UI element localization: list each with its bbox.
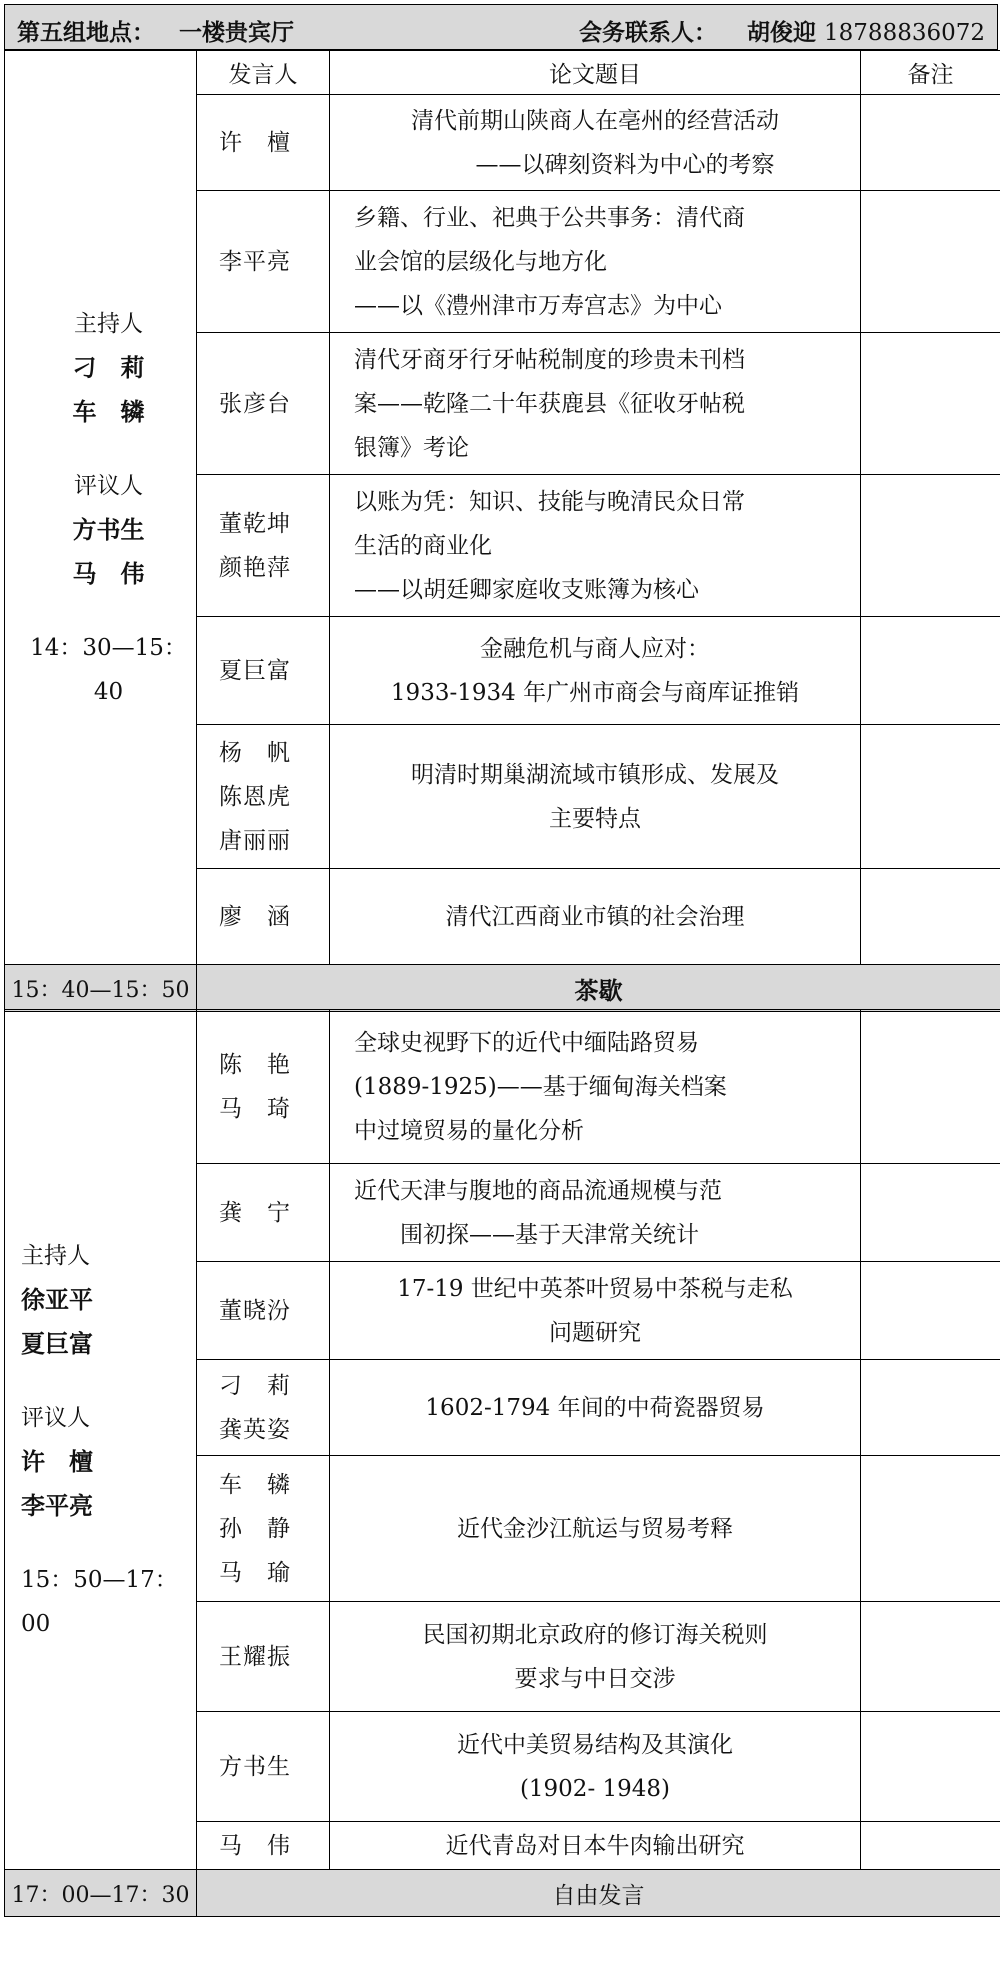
session-time: 14：30—15：40 <box>30 634 187 705</box>
reviewer-label: 评议人 <box>74 472 143 499</box>
reviewer-label: 评议人 <box>21 1404 90 1431</box>
column-header-speaker: 发言人 <box>197 51 330 95</box>
paper-title-line: 金融危机与商人应对： <box>480 635 710 662</box>
speaker-name: 方书生 <box>219 1753 291 1780</box>
speaker-name: 董晓汾 <box>219 1297 291 1324</box>
paper-title-line: 全球史视野下的近代中缅陆路贸易 <box>354 1029 699 1056</box>
paper-title-line: 清代前期山陕商人在亳州的经营活动 <box>411 107 779 134</box>
paper-title-line: 近代天津与腹地的商品流通规模与范 <box>354 1177 722 1204</box>
paper-title-line: 主要特点 <box>549 805 641 832</box>
reviewer-name: 马 伟 <box>72 559 145 588</box>
reviewer-name: 许 檀 <box>21 1447 93 1476</box>
contact-phone: 18788836072 <box>824 20 985 46</box>
speaker-name: 董乾坤 <box>219 510 291 537</box>
paper-title-line: 中过境贸易的量化分析 <box>354 1117 584 1144</box>
paper-title-line: 1602-1794 年间的中荷瓷器贸易 <box>425 1394 765 1421</box>
session-1-table <box>4 50 1000 1012</box>
paper-title-line: 生活的商业化 <box>354 532 492 559</box>
note-cell <box>861 617 1000 725</box>
paper-title-line: 围初探——基于天津常关统计 <box>400 1221 699 1248</box>
host-name: 夏巨富 <box>21 1329 93 1358</box>
note-cell <box>861 869 1000 965</box>
column-header-note: 备注 <box>861 51 1000 95</box>
paper-title-line: ——以《澧州津市万寿宫志》为中心 <box>354 292 722 319</box>
note-cell <box>861 1602 1000 1712</box>
paper-title-line: 近代金沙江航运与贸易考释 <box>457 1515 733 1542</box>
speaker-name: 颜艳萍 <box>219 554 291 581</box>
paper-title-line: 要求与中日交涉 <box>514 1665 676 1692</box>
speaker-name: 龚英姿 <box>219 1416 291 1443</box>
location-label: 第五组地点： <box>17 20 155 46</box>
paper-title-line: 银簿》考论 <box>354 434 469 461</box>
paper-title-line: 以账为凭：知识、技能与晚清民众日常 <box>354 488 745 515</box>
note-cell <box>861 1456 1000 1602</box>
reviewer-name: 李平亮 <box>21 1491 93 1520</box>
speaker-name: 张彦台 <box>219 390 291 417</box>
free-label: 自由发言 <box>197 1870 1000 1917</box>
note-cell <box>861 95 1000 191</box>
note-cell <box>861 1712 1000 1822</box>
free-discussion-row <box>5 1870 1000 1917</box>
speaker-name: 廖 涵 <box>219 903 291 930</box>
paper-title-line: 业会馆的层级化与地方化 <box>354 248 607 275</box>
speaker-name: 车 辚 <box>219 1471 291 1498</box>
speaker-name: 许 檀 <box>219 129 291 156</box>
host-name: 刁 莉 <box>72 353 145 382</box>
speaker-name: 马 琦 <box>219 1095 291 1122</box>
paper-title-line: 清代牙商牙行牙帖税制度的珍贵未刊档 <box>354 346 745 373</box>
speaker-name: 龚 宁 <box>219 1199 291 1226</box>
speaker-name: 孙 静 <box>219 1515 291 1542</box>
note-cell <box>861 725 1000 869</box>
reviewer-name: 方书生 <box>72 515 145 544</box>
column-header-title: 论文题目 <box>330 51 861 95</box>
session-2 <box>4 1009 998 1917</box>
paper-title-line: 问题研究 <box>549 1319 641 1346</box>
note-cell <box>861 1164 1000 1262</box>
note-cell <box>861 1360 1000 1456</box>
paper-title-line: 清代江西商业市镇的社会治理 <box>445 903 745 930</box>
location-value: 一楼贵宾厅 <box>179 20 294 46</box>
note-cell <box>861 1010 1000 1164</box>
note-cell <box>861 1822 1000 1870</box>
host-name: 车 辚 <box>72 397 145 426</box>
paper-title-line: 1933-1934 年广州市商会与商库证推销 <box>390 679 800 706</box>
paper-title-line: ——以碑刻资料为中心的考察 <box>475 151 775 178</box>
paper-title-line: 近代青岛对日本牛肉输出研究 <box>445 1832 745 1859</box>
contact-label: 会务联系人： <box>578 20 717 46</box>
paper-title-line: 案——乾隆二十年获鹿县《征收牙帖税 <box>354 390 745 417</box>
note-cell <box>861 475 1000 617</box>
note-cell <box>861 1262 1000 1360</box>
speaker-name: 陈 艳 <box>219 1051 291 1078</box>
speaker-name: 夏巨富 <box>219 657 291 684</box>
break-label: 茶歇 <box>197 965 1000 1012</box>
session-1 <box>4 50 998 1012</box>
speaker-name: 李平亮 <box>219 248 291 275</box>
host-label: 主持人 <box>74 310 143 337</box>
paper-title-line: 近代中美贸易结构及其演化 <box>457 1731 733 1758</box>
paper-title-line: 民国初期北京政府的修订海关税则 <box>422 1621 768 1648</box>
speaker-name: 陈恩虎 <box>219 783 291 810</box>
paper-title-line: 乡籍、行业、祀典于公共事务：清代商 <box>354 204 745 231</box>
break-row <box>5 965 1000 1012</box>
location <box>17 14 294 47</box>
break-time: 15：40—15：50 <box>5 965 197 1012</box>
speaker-name: 刁 莉 <box>219 1372 291 1399</box>
session-time: 15：50—17：00 <box>21 1566 178 1637</box>
host-label: 主持人 <box>21 1242 90 1269</box>
table-row <box>5 1010 1000 1164</box>
paper-title-line: 17-19 世纪中英茶叶贸易中茶税与走私 <box>397 1275 793 1302</box>
speaker-name: 王耀振 <box>219 1643 291 1670</box>
note-cell <box>861 191 1000 333</box>
note-cell <box>861 333 1000 475</box>
speaker-name: 杨 帆 <box>219 739 291 766</box>
paper-title-line: (1902- 1948) <box>519 1775 671 1802</box>
session-2-moderators <box>5 1010 197 1870</box>
speaker-name: 马 瑜 <box>219 1559 291 1586</box>
speaker-name: 唐丽丽 <box>219 827 291 854</box>
contact-name: 胡俊迎 <box>747 20 817 46</box>
host-name: 徐亚平 <box>21 1285 93 1314</box>
paper-title-line: 明清时期巢湖流域市镇形成、发展及 <box>411 761 779 788</box>
speaker-name: 马 伟 <box>219 1832 291 1859</box>
session-2-table <box>4 1009 1000 1917</box>
session-1-moderators <box>5 51 197 965</box>
contact <box>579 14 985 47</box>
paper-title-line: ——以胡廷卿家庭收支账簿为核心 <box>354 576 699 603</box>
group-header <box>4 4 998 50</box>
free-time: 17：00—17：30 <box>5 1870 197 1917</box>
paper-title-line: (1889-1925)——基于缅甸海关档案 <box>354 1073 727 1100</box>
